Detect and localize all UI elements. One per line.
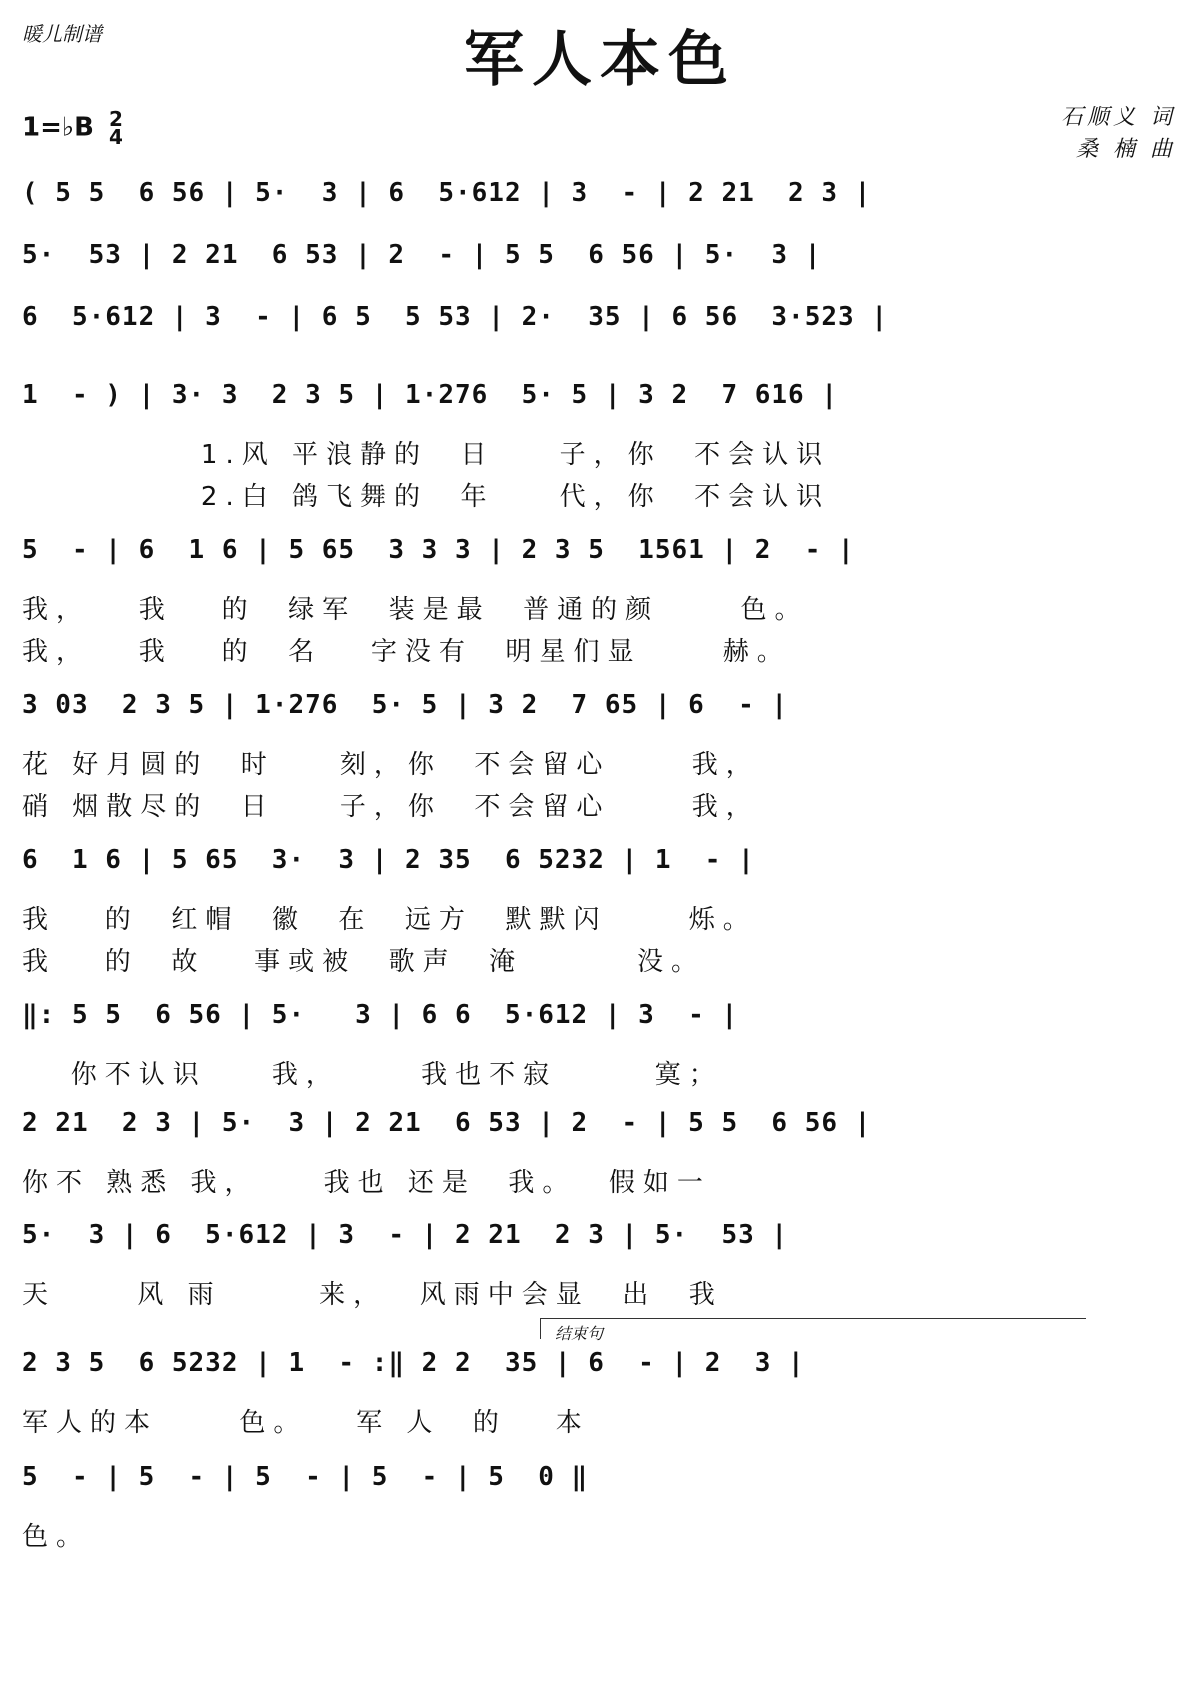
notation-line: 1 - ) | 3· 3 2 3 5 | 1·276 5· 5 | 3 2 7 616 | xyxy=(22,380,839,410)
song-title: 军人本色 xyxy=(464,25,736,95)
time-top: 2 xyxy=(109,107,123,131)
notation-line: 6 5·612 | 3 - | 6 5 5 53 | 2· 35 | 6 56 3·523 | xyxy=(22,302,888,332)
score-row xyxy=(22,1462,1182,1622)
lyric-verse-1: 花 好月圆的 时 刻，你 不会留心 我， xyxy=(22,750,760,780)
notation-line: 2 21 2 3 | 5· 3 | 2 21 6 53 | 2 - | 5 5 6 56 | xyxy=(22,1108,872,1138)
lyric-verse-1: 你不 熟悉 我， 我也 还是 我。 假如一 xyxy=(22,1168,711,1198)
ending-bracket xyxy=(540,1318,1086,1343)
lyric-verse-2: 我， 我 的 名 字没有 明星们显 赫。 xyxy=(22,637,791,667)
notation-line: ‖: 5 5 6 56 | 5· 3 | 6 6 5·612 | 3 - | xyxy=(22,1000,739,1030)
score-row xyxy=(22,690,1182,850)
notation-line: ( 5 5 6 56 | 5· 3 | 6 5·612 | 3 - | 2 21 2 3 | xyxy=(22,178,872,208)
composer-credit: 桑 楠 曲 xyxy=(1076,137,1176,162)
lyric-verse-2: 2.白 鸽飞舞的 年 代，你 不会认识 xyxy=(22,482,831,512)
score-row xyxy=(22,845,1182,1005)
notation-line: 5 - | 6 1 6 | 5 65 3 3 3 | 2 3 5 1561 | 2 - | xyxy=(22,535,855,565)
lyric-verse-1: 你不认识 我， 我也不寂 寞； xyxy=(22,1060,723,1090)
notation-line: 6 1 6 | 5 65 3· 3 | 2 35 6 5232 | 1 - | xyxy=(22,845,755,875)
lyric-verse-2: 我 的 故 事或被 歌声 淹 没。 xyxy=(22,947,706,977)
lyric-verse-1: 天 风 雨 来， 风雨中会显 出 我 xyxy=(22,1280,723,1310)
lyric-verse-1: 我 的 红帽 徽 在 远方 默默闪 烁。 xyxy=(22,905,757,935)
ending-label: 结束句 xyxy=(555,1324,604,1343)
notation-line: 5 - | 5 - | 5 - | 5 - | 5 0 ‖ xyxy=(22,1462,589,1492)
time-bottom: 4 xyxy=(109,125,123,149)
arranger-credit: 暖儿制谱 xyxy=(22,22,102,46)
score-row xyxy=(22,535,1182,695)
lyric-verse-1: 我， 我 的 绿军 装是最 普通的颜 色。 xyxy=(22,595,809,625)
lyric-verse-1: 军人的本 色。 军 人 的 本 xyxy=(22,1408,590,1438)
lyric-verse-1: 1.风 平浪静的 日 子，你 不会认识 xyxy=(22,440,831,470)
notation-line: 5· 53 | 2 21 6 53 | 2 - | 5 5 6 56 | 5· 3 | xyxy=(22,240,822,270)
notation-line: 5· 3 | 6 5·612 | 3 - | 2 21 2 3 | 5· 53 | xyxy=(22,1220,789,1250)
key-signature xyxy=(22,107,123,149)
lyricist-credit: 石顺义 词 xyxy=(1061,105,1176,130)
lyric-verse-2: 硝 烟散尽的 日 子，你 不会留心 我， xyxy=(22,792,760,822)
score-row xyxy=(22,380,1182,540)
key-label: 1=♭B xyxy=(22,112,94,143)
notation-line: 2 3 5 6 5232 | 1 - :‖ 2 2 35 | 6 - | 2 3 | xyxy=(22,1348,805,1378)
notation-line: 3 03 2 3 5 | 1·276 5· 5 | 3 2 7 65 | 6 - | xyxy=(22,690,789,720)
time-signature xyxy=(109,107,123,149)
lyric-verse-1: 色。 xyxy=(22,1522,91,1552)
